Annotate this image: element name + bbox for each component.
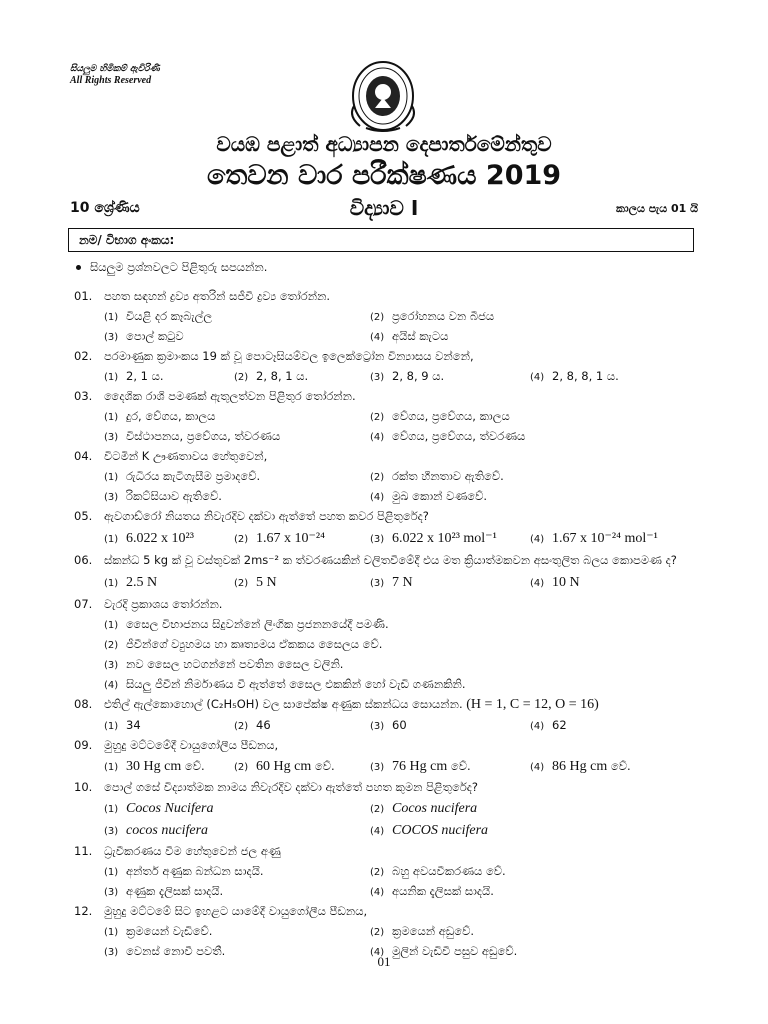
question-number: 10. bbox=[74, 780, 93, 794]
subject-title: විද්‍යාව I bbox=[349, 196, 419, 220]
government-emblem-icon bbox=[338, 58, 428, 134]
question-stem: පොල් ගසේ විද්‍යාත්මක නාමය නිවැරදිව දක්වා ඇත්තේ පහත කුමන පිළිතුරේද? bbox=[104, 780, 478, 794]
option-3[interactable]: (3) විස්ථාපනය, ප්‍රවේගය, ත්වරණය bbox=[104, 429, 281, 443]
question-number: 07. bbox=[74, 597, 93, 611]
department-name: වයඹ පළාත් අධ්‍යාපන දෙපාර්තමේන්තුව bbox=[216, 132, 552, 156]
option-3[interactable]: (3) වෙනස් නොවී පවතී. bbox=[104, 944, 226, 958]
option-1[interactable]: (1) 2, 1 ය. bbox=[104, 369, 164, 383]
option-3[interactable]: (3) 60 bbox=[370, 718, 407, 732]
option-4[interactable]: (4) 2, 8, 8, 1 ය. bbox=[530, 369, 619, 383]
option-2[interactable]: (2) 2, 8, 1 ය. bbox=[234, 369, 309, 383]
question-12 bbox=[74, 901, 704, 961]
name-index-label: නම/ විභාග අංකය: bbox=[79, 233, 175, 247]
question-number: 03. bbox=[74, 389, 93, 403]
question-stem: ඇවගාඩ්රෝ නියතය නිවැරදිව දක්වා ඇත්තේ පහත කවර පිළිතුරේද? bbox=[104, 509, 429, 523]
option-2[interactable]: (2) 5 N bbox=[234, 575, 277, 590]
option-2[interactable]: (2) බහු අවයවීකරණය වේ. bbox=[370, 864, 506, 878]
question-09 bbox=[74, 735, 704, 777]
question-02 bbox=[74, 346, 704, 386]
question-number: 04. bbox=[74, 449, 93, 463]
option-2[interactable]: (2) 60 Hg cm වේ. bbox=[234, 759, 335, 774]
option-2[interactable]: (2) Cocos nucifera bbox=[370, 801, 478, 816]
option-3[interactable]: (3) නව සෛල හටගන්නේ පවතින සෛල වලිනි. bbox=[104, 657, 344, 671]
option-4[interactable]: (4) සියලු ජීවීන් නිර්මාණය වී ඇත්තේ සෛල එකකින් හෝ වැඩි ගණනකිනි. bbox=[104, 677, 466, 691]
questions-list bbox=[74, 286, 704, 961]
option-1[interactable]: (1) 2.5 N bbox=[104, 575, 158, 590]
question-06 bbox=[74, 550, 704, 594]
exam-title: තෙවන වාර පරීක්ෂණය 2019 bbox=[206, 160, 562, 191]
option-4[interactable]: (4) 86 Hg cm වේ. bbox=[530, 759, 631, 774]
page-number: 01 bbox=[377, 954, 391, 969]
option-4[interactable]: (4) COCOS nucifera bbox=[370, 823, 489, 838]
rights-sinhala: සියලුම හිමිකම් ඇවිරිණි bbox=[70, 64, 160, 74]
question-11 bbox=[74, 841, 704, 901]
instruction-text: සියලුම ප්‍රශ්නවලට පිළිතුරු සපයන්න. bbox=[90, 260, 268, 274]
question-stem: වැරදි ප්‍රකාශය තෝරන්න. bbox=[104, 597, 223, 611]
question-stem: මුහුදු මට්ටමේදී වායුගෝලීය පීඩනය, bbox=[104, 738, 279, 752]
option-2[interactable]: (2) ක්‍රමයෙන් අඩුවේ. bbox=[370, 924, 475, 938]
grade-label: 10 ශ්‍රේණිය bbox=[70, 200, 140, 216]
option-2[interactable]: (2) 46 bbox=[234, 718, 271, 732]
copyright-notice bbox=[70, 64, 160, 86]
option-1[interactable]: (1) අන්තර් අණුක බන්ධන සාදයි. bbox=[104, 864, 264, 878]
option-1[interactable]: (1) සෛල විභාජනය සිදුවන්නේ ලිංගික ප්‍රජනනයේදී පමණි. bbox=[104, 617, 389, 631]
question-08 bbox=[74, 694, 704, 735]
question-01 bbox=[74, 286, 704, 346]
question-stem: ධ්‍රැවීකරණය වීම හේතුවෙන් ජල අණු bbox=[104, 844, 281, 858]
option-4[interactable]: (4) මුඛ කොන් වණවේ. bbox=[370, 489, 488, 503]
option-4[interactable]: (4) 1.67 x 10⁻²⁴ mol⁻¹ bbox=[530, 531, 658, 546]
question-stem: මුහුදු මට්ටමේ සිට ඉහළට යාමේදී වායුගෝලීය පීඩනය, bbox=[104, 904, 368, 918]
option-4[interactable]: (4) වේගය, ප්‍රවේගය, ත්වරණය bbox=[370, 429, 526, 443]
option-2[interactable]: (2) ප්‍රරෝහනය වන බීජය bbox=[370, 309, 495, 323]
option-1[interactable]: (1) Cocos Nucifera bbox=[104, 801, 214, 816]
option-2[interactable]: (2) රක්ත හීනතාව ඇතිවේ. bbox=[370, 469, 504, 483]
bullet-icon bbox=[76, 265, 81, 270]
instruction bbox=[76, 260, 267, 275]
option-3[interactable]: (3) 6.022 x 10²³ mol⁻¹ bbox=[370, 531, 497, 546]
option-4[interactable]: (4) මුලින් වැඩිවී පසුව අඩුවේ. bbox=[370, 944, 518, 958]
option-3[interactable]: (3) පොල් කටුව bbox=[104, 329, 184, 343]
option-3[interactable]: (3) cocos nucifera bbox=[104, 823, 209, 838]
question-stem: පහත සඳහන් ද්‍රව්‍ය අතරින් සජීවී ද්‍රව්‍ය තෝරන්න. bbox=[104, 289, 331, 303]
question-04 bbox=[74, 446, 704, 506]
question-03 bbox=[74, 386, 704, 446]
question-number: 06. bbox=[74, 553, 93, 567]
question-number: 09. bbox=[74, 738, 93, 752]
name-index-box[interactable] bbox=[68, 228, 694, 252]
option-4[interactable]: (4) 10 N bbox=[530, 575, 580, 590]
option-4[interactable]: (4) අයනික දැලිසක් සාදයි. bbox=[370, 884, 494, 898]
option-1[interactable]: (1) 30 Hg cm වේ. bbox=[104, 759, 205, 774]
question-number: 05. bbox=[74, 509, 93, 523]
option-2[interactable]: (2) 1.67 x 10⁻²⁴ bbox=[234, 531, 325, 546]
option-1[interactable]: (1) 34 bbox=[104, 718, 141, 732]
option-4[interactable]: (4) අයිස් කැටය bbox=[370, 329, 449, 343]
option-1[interactable]: (1) දුර, වේගය, කාලය bbox=[104, 409, 216, 423]
question-stem: විටමින් K ඌණතාවය හේතුවෙන්, bbox=[104, 449, 268, 463]
question-number: 01. bbox=[74, 289, 93, 303]
option-3[interactable]: (3) 76 Hg cm වේ. bbox=[370, 759, 471, 774]
question-stem: එතිල් ඇල්කොහොල් (C₂H₅OH) වල සාපේක්ෂ අණුක ස්කන්ධය සොයන්න. bbox=[104, 697, 463, 711]
option-2[interactable]: (2) ජීවීන්ගේ ව්‍යුහමය හා කෘත්‍යමය ඒකකය සෛලය වේ. bbox=[104, 637, 383, 651]
option-1[interactable]: (1) රුධිරය කැටිගැසීම ප්‍රමාදවේ. bbox=[104, 469, 261, 483]
option-4[interactable]: (4) 62 bbox=[530, 718, 567, 732]
rights-english: All Rights Reserved bbox=[70, 75, 152, 86]
question-07 bbox=[74, 594, 704, 694]
option-2[interactable]: (2) වේගය, ප්‍රවේගය, කාලය bbox=[370, 409, 510, 423]
question-stem: දෛශික රාශි පමණක් ඇතුලත්වන පිළිතුර තෝරන්න. bbox=[104, 389, 356, 403]
question-05 bbox=[74, 506, 704, 550]
time-allowed: කාලය පැය 01 යි bbox=[616, 202, 698, 215]
question-number: 11. bbox=[74, 844, 93, 858]
question-10 bbox=[74, 777, 704, 841]
question-stem: පරමාණුක ක්‍රමාංකය 19 ක් වූ පොටෑසියම්වල ඉලෙක්ට්‍රෝන වින්‍යාසය වන්නේ, bbox=[104, 349, 474, 363]
option-3[interactable]: (3) 7 N bbox=[370, 575, 413, 590]
question-number: 02. bbox=[74, 349, 93, 363]
question-number: 12. bbox=[74, 904, 93, 918]
option-1[interactable]: (1) ක්‍රමයෙන් වැඩිවේ. bbox=[104, 924, 213, 938]
question-stem: ස්කන්ධ 5 kg ක් වූ වස්තුවක් 2ms⁻² ක ත්වරණයකින් චලිතවීමේදී එය මත ක්‍රියාත්මකවන අසංතුලිත බලය කොපමණ ද? bbox=[104, 553, 677, 567]
option-1[interactable]: (1) වියළි දර කෑබැල්ල bbox=[104, 309, 213, 323]
option-3[interactable]: (3) 2, 8, 9 ය. bbox=[370, 369, 445, 383]
option-1[interactable]: (1) 6.022 x 10²³ bbox=[104, 531, 194, 546]
option-3[interactable]: (3) රිකට්සියාව ඇතිවේ. bbox=[104, 489, 222, 503]
atomic-masses: (H = 1, C = 12, O = 16) bbox=[466, 697, 599, 712]
option-3[interactable]: (3) අණුක දැලිසක් සාදයි. bbox=[104, 884, 224, 898]
question-number: 08. bbox=[74, 697, 93, 711]
